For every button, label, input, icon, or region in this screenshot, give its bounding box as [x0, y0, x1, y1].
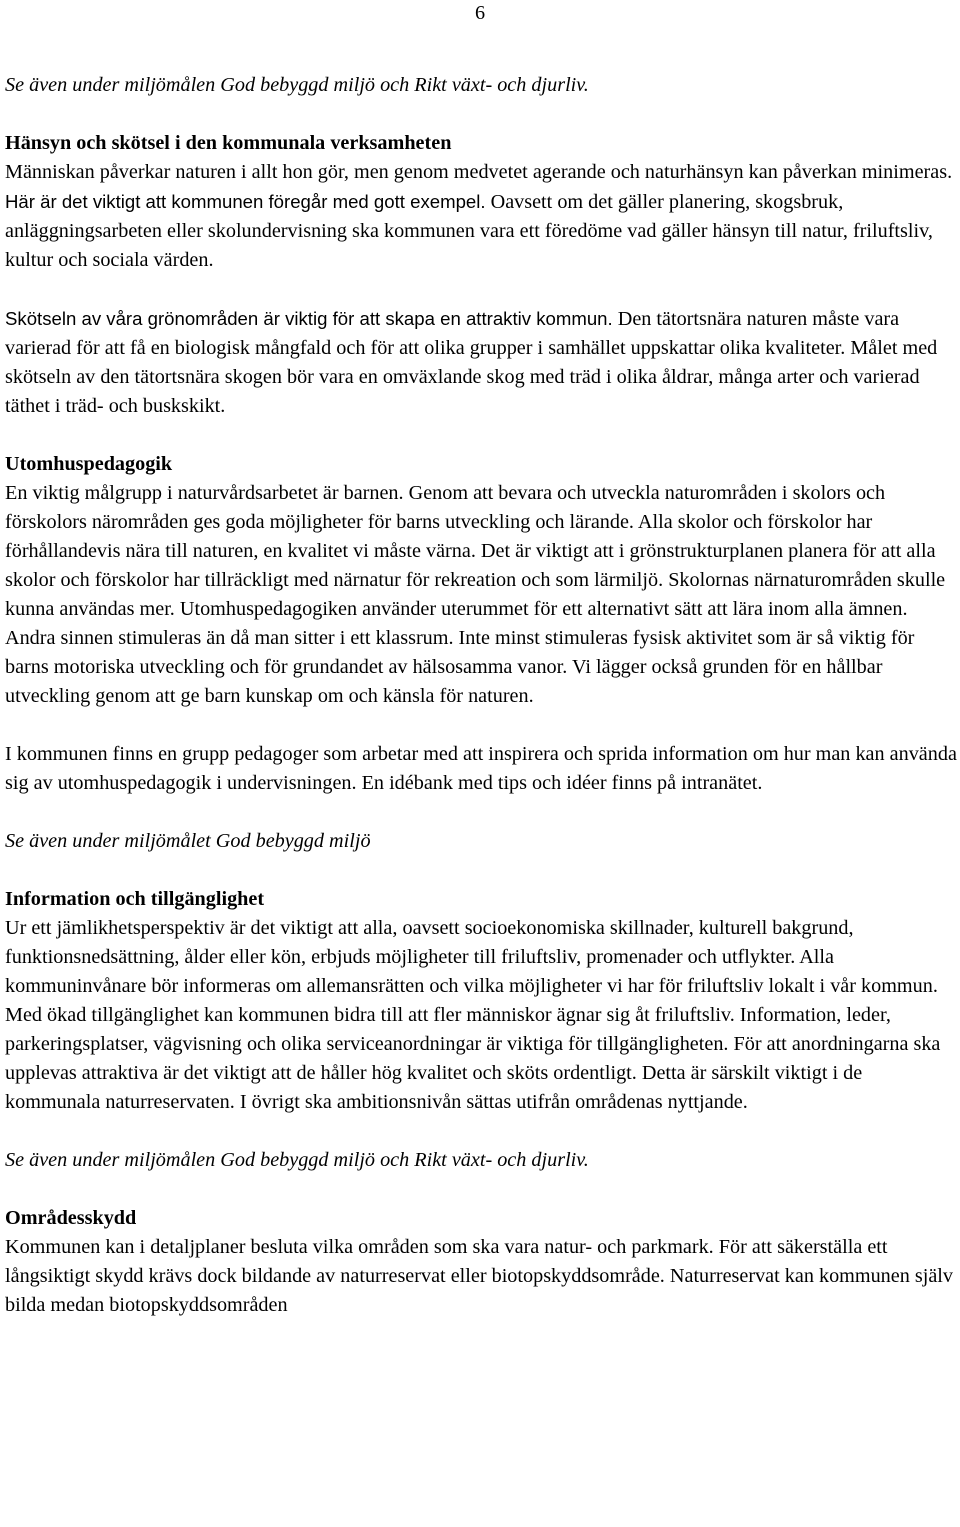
paragraph-text: Människan påverkar naturen i allt hon gör, men genom medvetet agerande och naturhänsyn kan påverkan minimeras.	[5, 161, 953, 183]
page-number: 6	[475, 2, 486, 24]
document-body	[5, 71, 960, 1320]
paragraph: I kommunen finns en grupp pedagoger som arbetar med att inspirera och sprida information om hur man kan använda sig av utomhuspedagogik i undervisningen. En idébank med tips och idéer finns på intranätet.	[5, 743, 957, 794]
paragraph-text-sans: Här är det viktigt att kommunen föregår med gott exempel.	[5, 191, 486, 212]
section-heading: Områdesskydd	[5, 1207, 137, 1229]
cross-reference: Se även under miljömålen God bebyggd miljö och Rikt växt- och djurliv.	[5, 1149, 589, 1171]
section-heading: Hänsyn och skötsel i den kommunala verksamheten	[5, 132, 452, 154]
paragraph	[5, 158, 960, 275]
section-heading: Utomhuspedagogik	[5, 453, 173, 475]
paragraph: Ur ett jämlikhetsperspektiv är det viktigt att alla, oavsett socioekonomiska skillnader, kulturell bakgrund, funktionsnedsättning, ålder eller kön, erbjuds möjligheter till friluftsliv, promenader och utflykter. Alla kommuninvånare bör informeras om allemansrätten och vilka möjligheter vi har för friluftsliv lokalt i vår kommun. Med ökad tillgänglighet kan kommunen bidra till att fler människor ägnar sig åt friluftsliv. Information, leder, parkeringsplatser, vägvisning och olika serviceanordningar är viktiga för tillgängligheten. För att anordningarna ska upplevas attraktiva är det viktigt att de håller hög kvalitet och sköts ordentligt. Detta är särskilt viktigt i de kommunala naturreservaten. I övrigt ska ambitionsnivån sättas utifrån områdenas nyttjande.	[5, 917, 941, 1113]
paragraph	[5, 304, 960, 421]
paragraph-text: Målet med skötseln av den tätortsnära skogen bör vara en omväxlande skog med träd i olika åldrar, många arter och varierad täthet i träd- och buskskikt.	[5, 337, 938, 417]
paragraph-text-sans: Skötseln av våra grönområden är viktig för att skapa en attraktiv kommun.	[5, 308, 613, 329]
cross-reference: Se även under miljömålen God bebyggd miljö och Rikt växt- och djurliv.	[5, 74, 589, 96]
paragraph: En viktig målgrupp i naturvårdsarbetet är barnen. Genom att bevara och utveckla naturområden i skolors och förskolors närområden ges goda möjligheter för barns utveckling och lärande. Alla skolor och förskolor har förhållandevis nära till naturen, en kvalitet vi måste värna. Det är viktigt att i grönstrukturplanen planera för att alla skolor och förskolor har tillräckligt med närnatur för rekreation och som lärmiljö. Skolornas närnaturområden skulle kunna användas mer. Utomhuspedagogiken använder uterummet för ett alternativt sätt att lära inom alla ämnen. Andra sinnen stimuleras än då man sitter i ett klassrum. Inte minst stimuleras fysisk aktivitet som är så viktig för barns motoriska utveckling och för grundandet av hälsosamma vanor. Vi lägger också grunden för en hållbar utveckling genom att ge barn kunskap om och känsla för naturen.	[5, 482, 946, 707]
paragraph-text: Den tätortsnära naturen måste vara varierad för att få en biologisk mångfald och för att olika grupper i samhället uppskattar olika kvaliteter.	[5, 308, 900, 359]
section-heading: Information och tillgänglighet	[5, 888, 265, 910]
cross-reference: Se även under miljömålet God bebyggd miljö	[5, 830, 371, 852]
paragraph-text: Oavsett om det gäller planering, skogsbruk, anläggningsarbeten eller skolundervisning ska kommunen vara ett föredöme vad gäller hänsyn till natur, friluftsliv, kultur och sociala värden.	[5, 191, 933, 271]
paragraph: Kommunen kan i detaljplaner besluta vilka områden som ska vara natur- och parkmark. För att säkerställa ett långsiktigt skydd krävs dock bildande av naturreservat eller biotopskyddsområde. Naturreservat kan kommunen själv bilda medan biotopskyddsområden	[5, 1236, 954, 1316]
